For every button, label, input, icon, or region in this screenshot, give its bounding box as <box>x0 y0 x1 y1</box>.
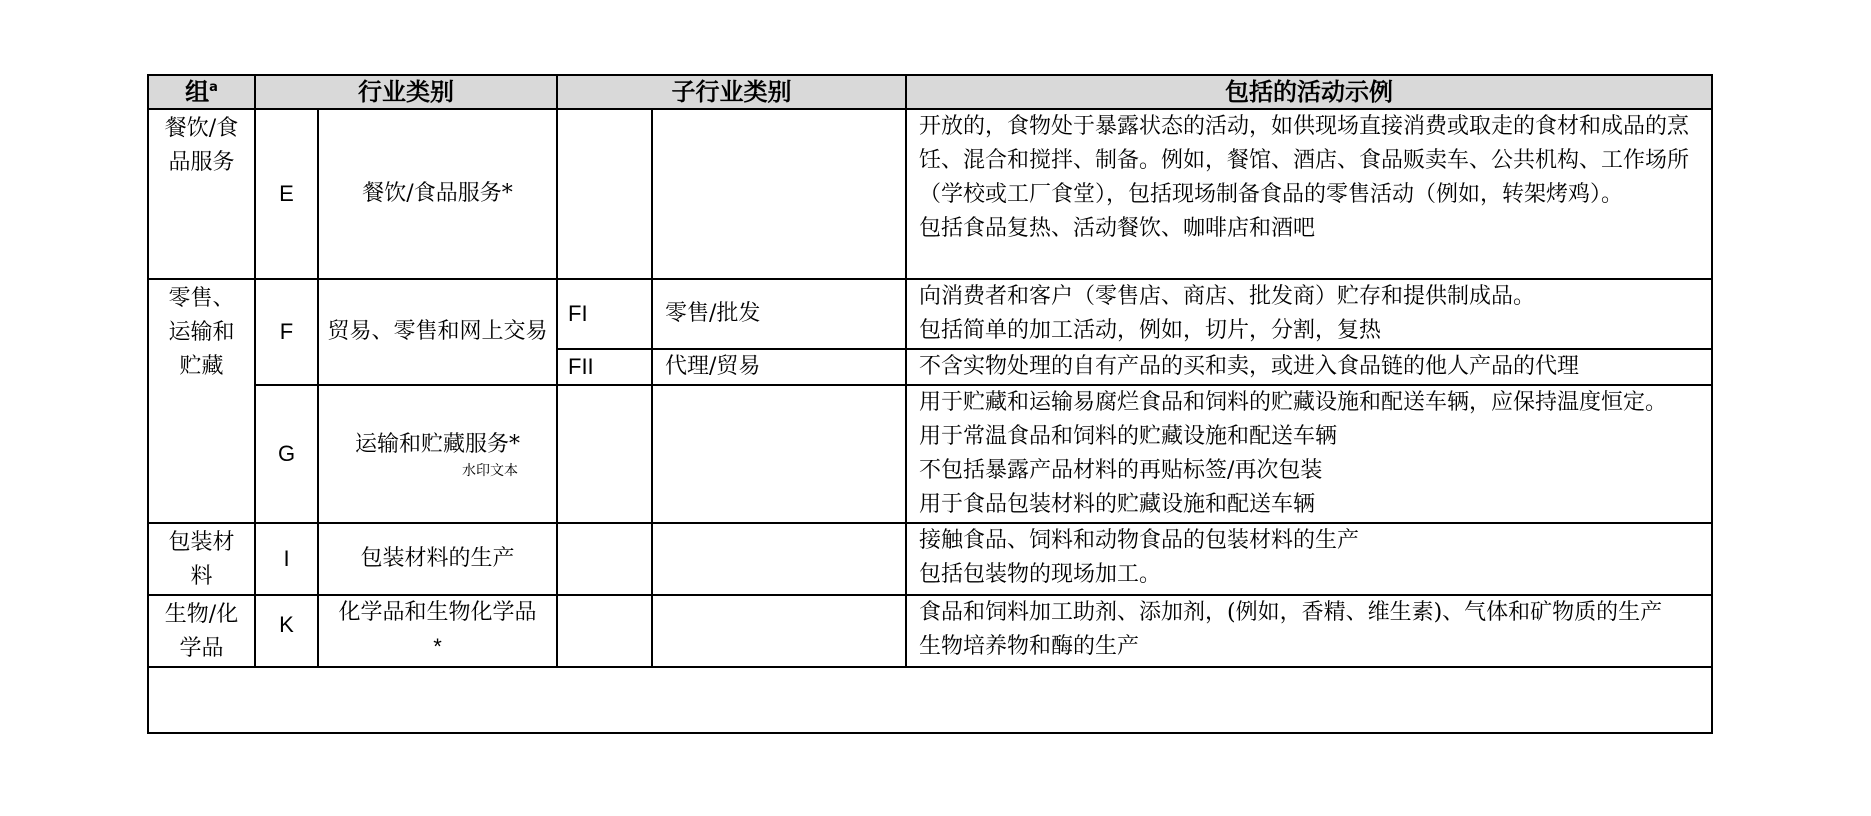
header-sub-industry-category: 子行业类别 <box>557 75 906 109</box>
table-row <box>148 385 1712 523</box>
sub-category-name: 代理/贸易 <box>652 349 906 385</box>
table-header-row <box>148 75 1712 109</box>
blank-row <box>148 667 1712 733</box>
activity-line: 用于食品包装材料的贮藏设施和配送车辆 <box>919 492 1316 517</box>
header-activity-examples: 包括的活动示例 <box>906 75 1712 109</box>
activity-line: 包括食品复热、活动餐饮、咖啡店和酒吧 <box>919 216 1316 241</box>
table-row <box>148 595 1712 667</box>
sub-code-cell <box>557 595 652 667</box>
watermark-text: 水印文本 <box>462 463 518 479</box>
activity-line: 包括简单的加工活动，例如，切片，分割，复热 <box>919 318 1382 343</box>
sub-name-cell <box>652 595 906 667</box>
group-cell: 生物/化学品 <box>148 595 255 667</box>
activity-line: 食品和饲料加工助剂、添加剂，(例如，香精、维生素)、气体和矿物质的生产 <box>919 600 1663 625</box>
category-code: G <box>255 385 318 523</box>
activity-line: 接触食品、饲料和动物食品的包装材料的生产 <box>919 528 1360 553</box>
activity-line: 生物培养物和酶的生产 <box>919 634 1140 659</box>
sub-category-name: 零售/批发 <box>652 279 906 349</box>
header-group: 组$^a$ <box>148 75 255 109</box>
activity-line: 向消费者和客户（零售店、商店、批发商）贮存和提供制成品。 <box>919 284 1536 309</box>
category-code: K <box>255 595 318 667</box>
category-name-text: 运输和贮藏服务* <box>354 432 520 457</box>
sub-code-cell <box>557 385 652 523</box>
activity-examples <box>906 385 1712 523</box>
sub-name-cell <box>652 109 906 279</box>
header-group-superscript: a <box>209 80 218 95</box>
activity-examples <box>906 349 1712 385</box>
sub-code-cell <box>557 523 652 595</box>
category-name <box>318 595 557 667</box>
sub-code-cell <box>557 109 652 279</box>
activity-examples <box>906 523 1712 595</box>
table-row <box>148 109 1712 279</box>
activity-line: 用于常温食品和饲料的贮藏设施和配送车辆 <box>919 424 1338 449</box>
industry-category-table <box>147 74 1713 734</box>
blank-cell <box>148 667 1712 733</box>
activity-line: 开放的，食物处于暴露状态的活动，如供现场直接消费或取走的食材和成品的烹饪、混合和搅拌、制备。例如，餐馆、酒店、食品贩卖车、公共机构、工作场所（学校或工厂食堂），包括现场制备食品的零售活动（例如，转架烤鸡）。 <box>919 114 1690 207</box>
category-code: F <box>255 279 318 385</box>
sub-category-code: FII <box>557 349 652 385</box>
group-cell: 包装材料 <box>148 523 255 595</box>
activity-examples <box>906 279 1712 349</box>
activity-line: 不包括暴露产品材料的再贴标签/再次包装 <box>919 458 1323 483</box>
sub-name-cell <box>652 523 906 595</box>
category-name: 贸易、零售和网上交易 <box>318 279 557 385</box>
activity-examples <box>906 595 1712 667</box>
group-cell: 餐饮/食品服务 <box>148 109 255 279</box>
category-name-text: 化学品和生物化学品 <box>338 600 537 625</box>
sub-name-cell <box>652 385 906 523</box>
group-cell: 零售、运输和贮藏 <box>148 279 255 523</box>
table-row <box>148 279 1712 349</box>
category-code: E <box>255 109 318 279</box>
activity-line: 不含实物处理的自有产品的买和卖，或进入食品链的他人产品的代理 <box>919 354 1580 379</box>
activity-line: 用于贮藏和运输易腐烂食品和饲料的贮藏设施和配送车辆，应保持温度恒定。 <box>919 390 1668 415</box>
category-name: 包装材料的生产 <box>318 523 557 595</box>
activity-examples <box>906 109 1712 279</box>
category-code: I <box>255 523 318 595</box>
sub-category-code: FI <box>557 279 652 349</box>
category-name: 餐饮/食品服务* <box>318 109 557 279</box>
header-industry-category: 行业类别 <box>255 75 557 109</box>
category-name <box>318 385 557 523</box>
category-asterisk: * <box>433 634 442 659</box>
table-row <box>148 523 1712 595</box>
activity-line: 包括包装物的现场加工。 <box>919 562 1162 587</box>
